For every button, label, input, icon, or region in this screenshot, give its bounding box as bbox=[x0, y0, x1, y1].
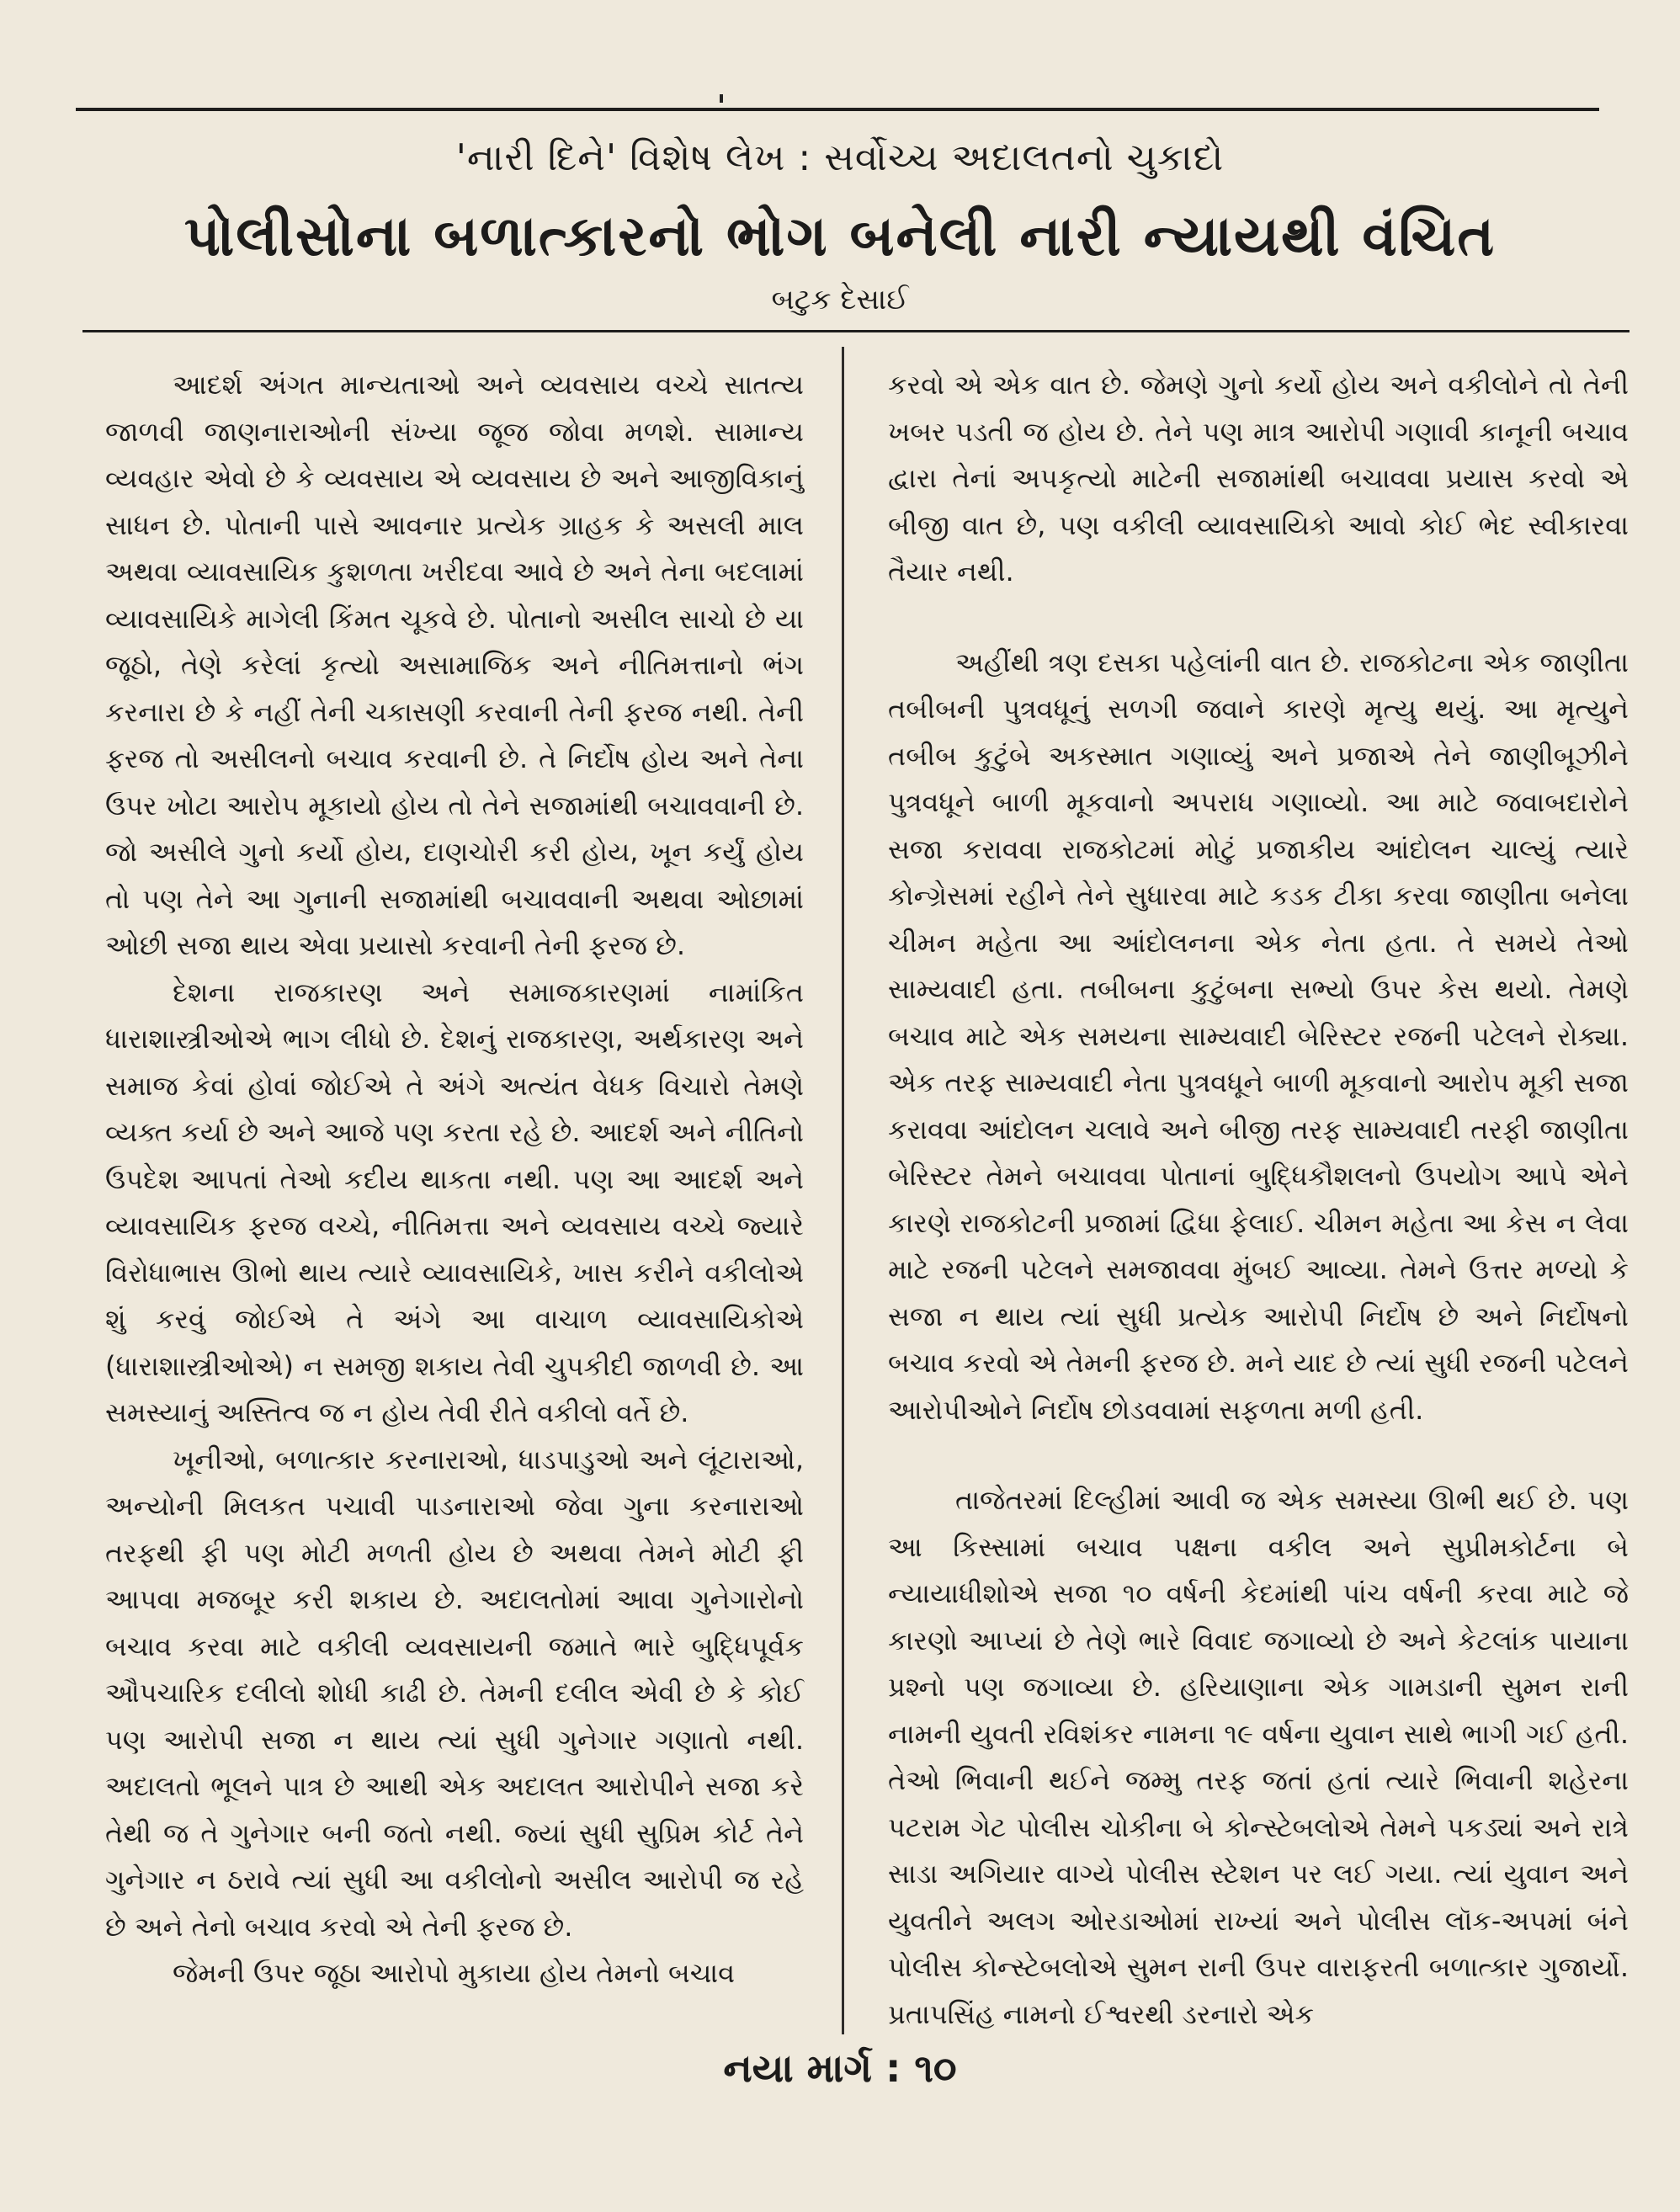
paragraph: ખૂનીઓ, બળાત્કાર કરનારાઓ, ધાડપાડુઓ અને લૂંટારાઓ, અન્યોની મિલકત પચાવી પાડનારાઓ જેવા ગુના કરનારાઓ તરફથી ફી પણ મોટી મળતી હોય છે અથવા તેમને મોટી ફી આપવા મજબૂર કરી શકાય છે. અદાલતોમાં આવા ગુનેગારોનો બચાવ કરવા માટે વકીલી વ્યવસાયની જમાતે ભારે બુદ્ધિપૂર્વક ઔપચારિક દલીલો શોધી કાઢી છે. તેમની દલીલ એવી છે કે કોઈ પણ આરોપી સજા ન થાય ત્યાં સુધી ગુનેગાર ગણાતો નથી. અદાલતો ભૂલને પાત્ર છે આથી એક અદાલત આરોપીને સજા કરે તેથી જ તે ગુનેગાર બની જતો નથી. જ્યાં સુધી સુપ્રિમ કોર્ટ તેને ગુનેગાર ન ઠરાવે ત્યાં સુધી આ વકીલોનો અસીલ આરોપી જ રહે છે અને તેનો બચાવ કરવો એ તેની ફરજ છે. bbox=[105, 1443, 804, 1943]
right-column bbox=[888, 362, 1629, 2038]
top-rule bbox=[76, 108, 1599, 111]
paragraph: કરવો એ એક વાત છે. જેમણે ગુનો કર્યો હોય અને વકીલોને તો તેની ખબર પડતી જ હોય છે. તેને પણ માત્ર આરોપી ગણાવી કાનૂની બચાવ દ્વારા તેનાં અપકૃત્યો માટેની સજામાંથી બચાવવા પ્રયાસ કરવો એ બીજી વાત છે, પણ વકીલી વ્યાવસાયિકો આવો કોઈ ભેદ સ્વીકારવા તૈયાર નથી. bbox=[888, 369, 1629, 588]
paragraph: અહીંથી ત્રણ દસકા પહેલાંની વાત છે. રાજકોટના એક જાણીતા તબીબની પુત્રવધૂનું સળગી જવાને કારણે મૃત્યુ થયું. આ મૃત્યુને તબીબ કુટુંબે અકસ્માત ગણાવ્યું અને પ્રજાએ તેને જાણીબૂઝીને પુત્રવધૂને બાળી મૂકવાનો અપરાધ ગણાવ્યો. આ માટે જવાબદારોને સજા કરાવવા રાજકોટમાં મોટું પ્રજાકીય આંદોલન ચાલ્યું ત્યારે કોન્ગ્રેસમાં રહીને તેને સુધારવા માટે કડક ટીકા કરવા જાણીતા બનેલા ચીમન મહેતા આ આંદોલનના એક નેતા હતા. તે સમયે તેઓ સામ્યવાદી હતા. તબીબના કુટુંબના સભ્યો ઉપર કેસ થયો. તેમણે બચાવ માટે એક સમયના સામ્યવાદી બેરિસ્ટર રજની પટેલને રોક્યા. એક તરફ સામ્યવાદી નેતા પુત્રવધૂને બાળી મૂકવાનો આરોપ મૂકી સજા કરાવવા આંદોલન ચલાવે અને બીજી તરફ સામ્યવાદી તરફી જાણીતા બેરિસ્ટર તેમને બચાવવા પોતાનાં બુદ્ધિકૌશલનો ઉપયોગ આપે એને કારણે રાજકોટની પ્રજામાં દ્વિધા ફેલાઈ. ચીમન મહેતા આ કેસ ન લેવા માટે રજની પટેલને સમજાવવા મુંબઈ આવ્યા. તેમને ઉત્તર મળ્યો કે સજા ન થાય ત્યાં સુધી પ્રત્યેક આરોપી નિર્દોષ છે અને નિર્દોષનો બચાવ કરવો એ તેમની ફરજ છે. મને યાદ છે ત્યાં સુધી રજની પટેલને આરોપીઓને નિર્દોષ છોડવવામાં સફળતા મળી હતી. bbox=[888, 646, 1629, 1426]
paragraph-gap bbox=[888, 1433, 1629, 1477]
paragraph: આદર્શ અંગત માન્યતાઓ અને વ્યવસાય વચ્ચે સાતત્ય જાળવી જાણનારાઓની સંખ્યા જૂજ જોવા મળશે. સામાન્ય વ્યવહાર એવો છે કે વ્યવસાય એ વ્યવસાય છે અને આજીવિકાનું સાધન છે. પોતાની પાસે આવનાર પ્રત્યેક ગ્રાહક કે અસલી માલ અથવા વ્યાવસાયિક કુશળતા ખરીદવા આવે છે અને તેના બદલામાં વ્યાવસાયિકે માગેલી કિંમત ચૂકવે છે. પોતાનો અસીલ સાચો છે યા જૂઠો, તેણે કરેલાં કૃત્યો અસામાજિક અને નીતિમત્તાનો ભંગ કરનારા છે કે નહીં તેની ચકાસણી કરવાની તેની ફરજ નથી. તેની ફરજ તો અસીલનો બચાવ કરવાની છે. તે નિર્દોષ હોય અને તેના ઉપર ખોટા આરોપ મૂકાયો હોય તો તેને સજામાંથી બચાવવાની છે. જો અસીલે ગુનો કર્યો હોય, દાણચોરી કરી હોય, ખૂન કર્યું હોય તો પણ તેને આ ગુનાની સજામાંથી બચાવવાની અથવા ઓછામાં ઓછી સજા થાય એવા પ્રયાસો કરવાની તેની ફરજ છે. bbox=[105, 369, 804, 961]
column-divider bbox=[842, 347, 844, 2034]
paragraph-gap bbox=[888, 596, 1629, 640]
article-kicker: 'નારી દિને' વિશેષ લેખ : સર્વોચ્ચ અદાલતનો ચુકાદો bbox=[455, 136, 1225, 179]
left-column bbox=[105, 362, 804, 1997]
article-title: પોલીસોના બળાત્કારનો ભોગ બનેલી નારી ન્યાયથી વંચિત bbox=[183, 204, 1497, 269]
paragraph: તાજેતરમાં દિલ્હીમાં આવી જ એક સમસ્યા ઊભી થઈ છે. પણ આ કિસ્સામાં બચાવ પક્ષના વકીલ અને સુપ્રીમકોર્ટના બે ન્યાયાધીશોએ સજા ૧૦ વર્ષની કેદમાંથી પાંચ વર્ષની કરવા માટે જે કારણો આપ્યાં છે તેણે ભારે વિવાદ જગાવ્યો છે અને કેટલાંક પાયાના પ્રશ્નો પણ જગાવ્યા છે. હરિયાણાના એક ગામડાની સુમન રાની નામની યુવતી રવિશંકર નામના ૧૯ વર્ષના યુવાન સાથે ભાગી ગઈ હતી. તેઓ ભિવાની થઈને જમ્મુ તરફ જતાં હતાં ત્યારે ભિવાની શહેરના પટરામ ગેટ પોલીસ ચોકીના બે કોન્સ્ટેબલોએ તેમને પકડ્યાં અને રાત્રે સાડા અગિયાર વાગ્યે પોલીસ સ્ટેશન પર લઈ ગયા. ત્યાં યુવાન અને યુવતીને અલગ ઓરડાઓમાં રાખ્યાં અને પોલીસ લૉક-અપમાં બંને પોલીસ કોન્સ્ટેબલોએ સુમન રાની ઉપર વારાફરતી બળાત્કાર ગુજાર્યો. પ્રતાપસિંહ નામનો ઈશ્વરથી ડરનારો એક bbox=[888, 1484, 1629, 2030]
paragraph: દેશના રાજકારણ અને સમાજકારણમાં નામાંકિત ધારાશાસ્ત્રીઓએ ભાગ લીધો છે. દેશનું રાજકારણ, અર્થકારણ અને સમાજ કેવાં હોવાં જોઈએ તે અંગે અત્યંત વેધક વિચારો તેમણે વ્યક્ત કર્યા છે અને આજે પણ કરતા રહે છે. આદર્શ અને નીતિનો ઉપદેશ આપતાં તેઓ કદીય થાકતા નથી. પણ આ આદર્શ અને વ્યાવસાયિક ફરજ વચ્ચે, નીતિમત્તા અને વ્યવસાય વચ્ચે જ્યારે વિરોધાભાસ ઊભો થાય ત્યારે વ્યાવસાયિકે, ખાસ કરીને વકીલોએ શું કરવું જોઈએ તે અંગે આ વાચાળ વ્યાવસાયિકોએ (ધારાશાસ્ત્રીઓએ) ન સમજી શકાય તેવી ચુપકીદી જાળવી છે. આ સમસ્યાનું અસ્તિત્વ જ ન હોય તેવી રીતે વકીલો વર્તે છે. bbox=[105, 976, 804, 1428]
page-footer: નયા માર્ગ : ૧૦ bbox=[723, 2045, 957, 2091]
print-mark bbox=[720, 94, 723, 103]
header-rule bbox=[82, 330, 1629, 332]
paragraph: જેમની ઉપર જૂઠા આરોપો મુકાયા હોય તેમનો બચાવ bbox=[173, 1957, 736, 1989]
article-byline: બટુક દેસાઈ bbox=[771, 283, 909, 316]
